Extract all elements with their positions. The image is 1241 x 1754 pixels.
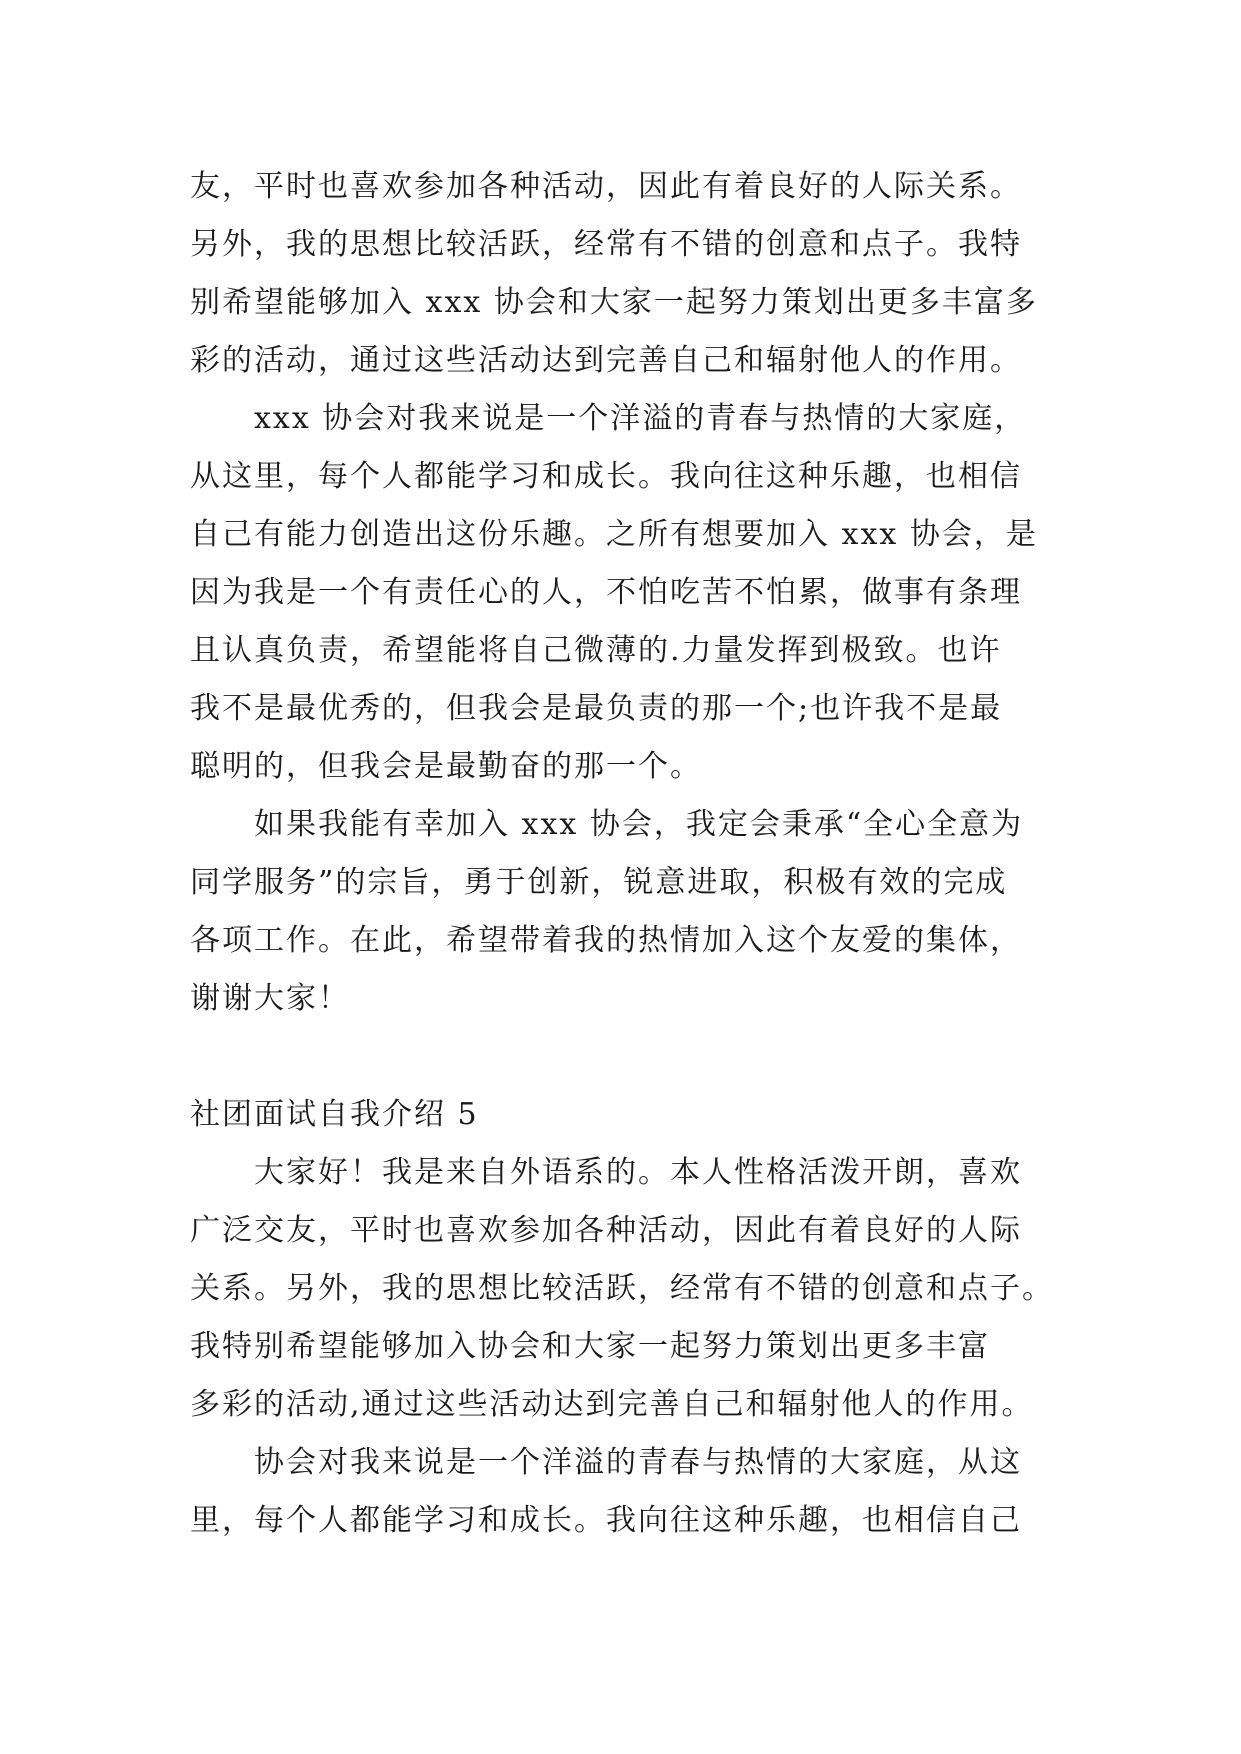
text-line: 友，平时也喜欢参加各种活动，因此有着良好的人际关系。 bbox=[190, 169, 1022, 204]
text-line: 广泛交友，平时也喜欢参加各种活动，因此有着良好的人际 bbox=[190, 1213, 1022, 1248]
text-line: 聪明的，但我会是最勤奋的那一个。 bbox=[190, 749, 702, 784]
paragraph-start-line: 大家好！我是来自外语系的。本人性格活泼开朗，喜欢 bbox=[254, 1155, 1022, 1190]
text-line: 我特别希望能够加入协会和大家一起努力策划出更多丰富 bbox=[190, 1329, 990, 1364]
paragraph-start-line: xxx 协会对我来说是一个洋溢的青春与热情的大家庭， bbox=[254, 401, 1027, 436]
text-line: 谢谢大家！ bbox=[190, 981, 350, 1016]
paragraph-start-line: 如果我能有幸加入 xxx 协会，我定会秉承“全心全意为 bbox=[254, 807, 1024, 842]
text-line: 同学服务”的宗旨，勇于创新，锐意进取，积极有效的完成 bbox=[190, 865, 1008, 900]
paragraph-start-line: 协会对我来说是一个洋溢的青春与热情的大家庭，从这 bbox=[254, 1445, 1022, 1480]
text-line: 别希望能够加入 xxx 协会和大家一起努力策划出更多丰富多 bbox=[190, 285, 1038, 320]
text-line: 里，每个人都能学习和成长。我向往这种乐趣，也相信自己 bbox=[190, 1503, 1022, 1538]
text-line: 关系。另外，我的思想比较活跃，经常有不错的创意和点子。 bbox=[190, 1271, 1054, 1306]
text-line: 我不是最优秀的，但我会是最负责的那一个;也许我不是最 bbox=[190, 691, 1003, 726]
blank-line bbox=[190, 1028, 1060, 1086]
text-line: 从这里，每个人都能学习和成长。我向往这种乐趣，也相信 bbox=[190, 459, 1022, 494]
text-line: 彩的活动，通过这些活动达到完善自己和辐射他人的作用。 bbox=[190, 343, 1022, 378]
text-line: 因为我是一个有责任心的人，不怕吃苦不怕累，做事有条理 bbox=[190, 575, 1022, 610]
text-line: 另外，我的思想比较活跃，经常有不错的创意和点子。我特 bbox=[190, 227, 1022, 262]
text-line: 且认真负责，希望能将自己微薄的.力量发挥到极致。也许 bbox=[190, 633, 1002, 668]
section-heading: 社团面试自我介绍 5 bbox=[190, 1097, 479, 1132]
text-line: 多彩的活动,通过这些活动达到完善自己和辐射他人的作用。 bbox=[190, 1387, 1034, 1422]
document-body bbox=[190, 158, 1060, 1550]
text-line: 各项工作。在此，希望带着我的热情加入这个友爱的集体， bbox=[190, 923, 1022, 958]
text-line: 自己有能力创造出这份乐趣。之所有想要加入 xxx 协会，是 bbox=[190, 517, 1038, 552]
